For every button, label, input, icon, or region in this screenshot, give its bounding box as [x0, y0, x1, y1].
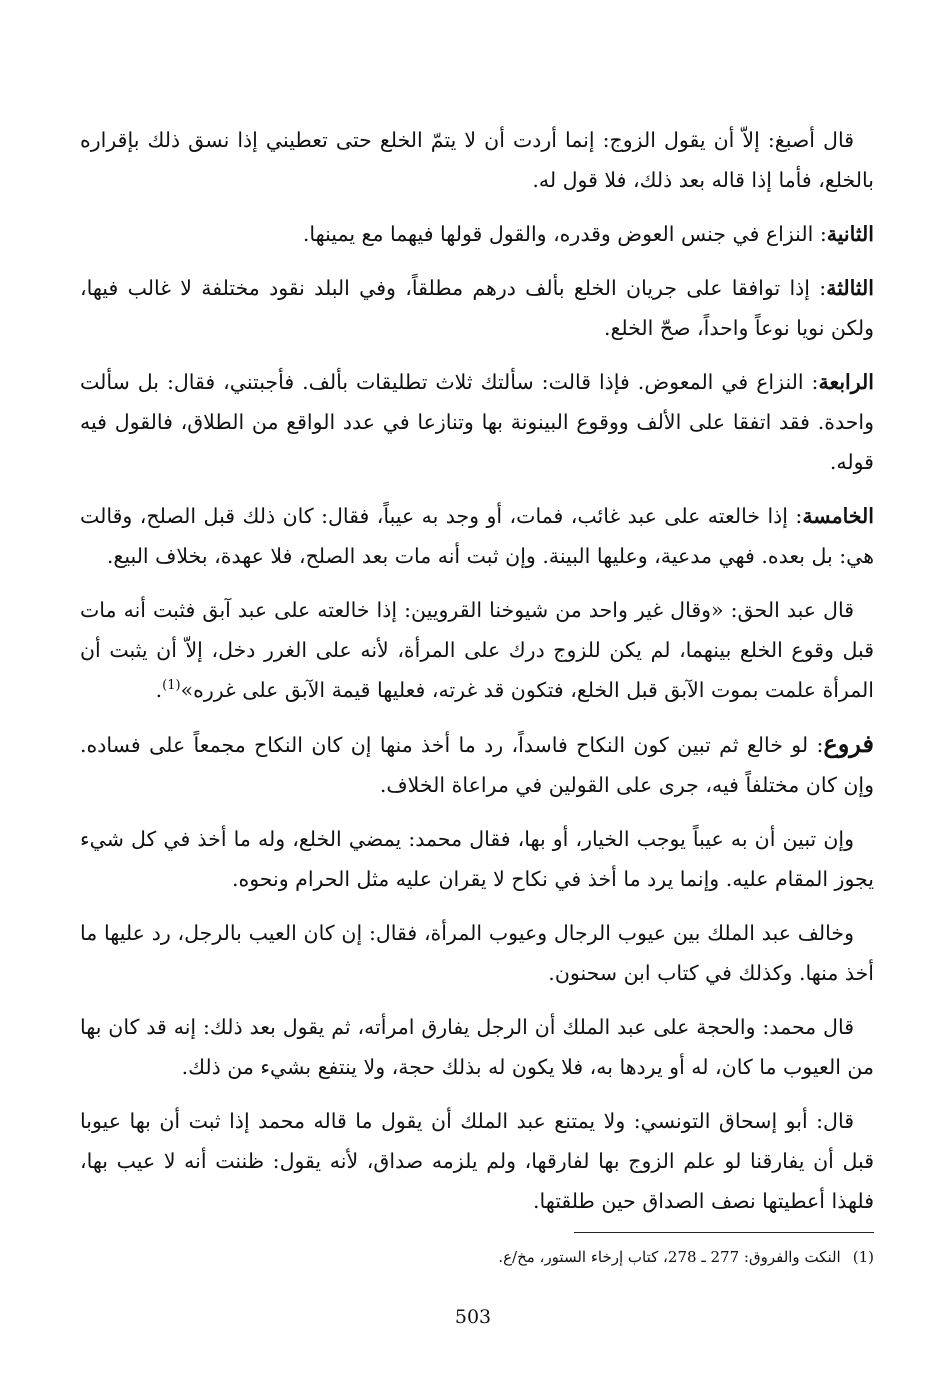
paragraph-text: وخالف عبد الملك بين عيوب الرجال وعيوب المرأة، فقال: إن كان العيب بالرجل، رد عليها ما أخذ منها. وكذلك في كتاب ابن سحنون.: [80, 921, 874, 985]
section-heading: الثانية: [826, 222, 874, 246]
footnote-number: (1): [852, 1248, 874, 1266]
paragraph-text: قال أصبغ: إلاّ أن يقول الزوج: إنما أردت أن لا يتمّ الخلع حتى تعطيني إذا نسق ذلك بإقراره بالخلع، فأما إذا قاله بعد ذلك، فلا قول له.: [80, 128, 874, 192]
paragraph: [80, 913, 874, 993]
paragraph-tail: .: [155, 678, 163, 702]
footnote-reference[interactable]: (1): [162, 678, 181, 694]
section-heading: فروع: [823, 729, 874, 758]
footnote: [80, 1244, 874, 1270]
paragraph: [80, 496, 874, 576]
paragraph-text: : إذا خالعته على عبد غائب، فمات، أو وجد به عيباً، فقال: كان ذلك قبل الصلح، وقالت هي: بل بعده. فهي مدعية، وعليها البينة. وإن ثبت أنه مات بعد الصلح، فلا عهدة، بخلاف البيع.: [80, 504, 874, 568]
paragraph: [80, 590, 874, 710]
paragraph-text: : النزاع في المعوض. فإذا قالت: سألتك ثلاث تطليقات بألف. فأجبتني، فقال: بل سألت واحدة. فقد اتفقا على الألف ووقوع البينونة بها وتنازعا في عدد الواقع من الطلاق، فالقول فيه قوله.: [80, 370, 874, 474]
paragraph-text: وإن تبين أن به عيباً يوجب الخيار، أو بها، فقال محمد: يمضي الخلع، وله ما أخذ في كل شيء يجوز المقام عليه. وإنما يرد ما أخذ في نكاح لا يقران عليه مثل الحرام ونحوه.: [80, 827, 874, 891]
footnote-divider: [574, 1232, 874, 1233]
paragraph-text: : لو خالع ثم تبين كون النكاح فاسداً، رد ما أخذ منها إن كان النكاح مجمعاً على فساده. وإن كان مختلفاً فيه، جرى على القولين في مراعاة الخلاف.: [80, 733, 874, 797]
section-heading: الرابعة: [818, 370, 874, 394]
paragraph-text: قال: أبو إسحاق التونسي: ولا يمتنع عبد الملك أن يقول ما قاله محمد إذا ثبت أن بها عيوبا قبل أن يفارقنا لو علم الزوج بها لفارقها، ولم يلزمه صداق، لأنه يقول: ظننت أنه لا عيب بها، فلهذا أعطيتها نصف الصداق حين طلقتها.: [80, 1109, 874, 1213]
paragraph: [80, 1101, 874, 1221]
paragraph: [80, 819, 874, 899]
paragraph: [80, 268, 874, 348]
section-heading: الثالثة: [826, 276, 874, 300]
paragraph-text: قال محمد: والحجة على عبد الملك أن الرجل يفارق امرأته، ثم يقول بعد ذلك: إنه قد كان بها من العيوب ما كان، له أو يردها به، فلا يكون له بذلك حجة، ولا ينتفع بشيء من ذلك.: [80, 1015, 874, 1079]
page-number: 503: [454, 1306, 492, 1328]
paragraph: [80, 724, 874, 805]
paragraph-text: : النزاع في جنس العوض وقدره، والقول قولها فيهما مع يمينها.: [302, 222, 827, 246]
paragraph-text: قال عبد الحق: «وقال غير واحد من شيوخنا القرويين: إذا خالعته على عبد آبق فثبت أنه مات قبل وقوع الخلع بينهما، لم يكن للزوج درك على المرأة، لأنه على الغرر دخل، إلاّ أن يثبت أن المرأة علمت بموت الآبق قبل الخلع، فتكون قد غرته، فعليها قيمة الآبق على غرره»: [80, 598, 874, 702]
body-text: [80, 120, 874, 1221]
paragraph: [80, 1007, 874, 1087]
footnote-text: النكت والفروق: 277 ـ 278، كتاب إرخاء الستور، مخ/ع.: [498, 1248, 841, 1266]
paragraph-text: : إذا توافقا على جريان الخلع بألف درهم مطلقاً، وفي البلد نقود مختلفة لا غالب فيها، ولكن نويا نوعاً واحداً، صحّ الخلع.: [80, 276, 874, 340]
paragraph: [80, 214, 874, 254]
paragraph: [80, 120, 874, 200]
section-heading: الخامسة: [802, 504, 874, 528]
paragraph: [80, 362, 874, 482]
